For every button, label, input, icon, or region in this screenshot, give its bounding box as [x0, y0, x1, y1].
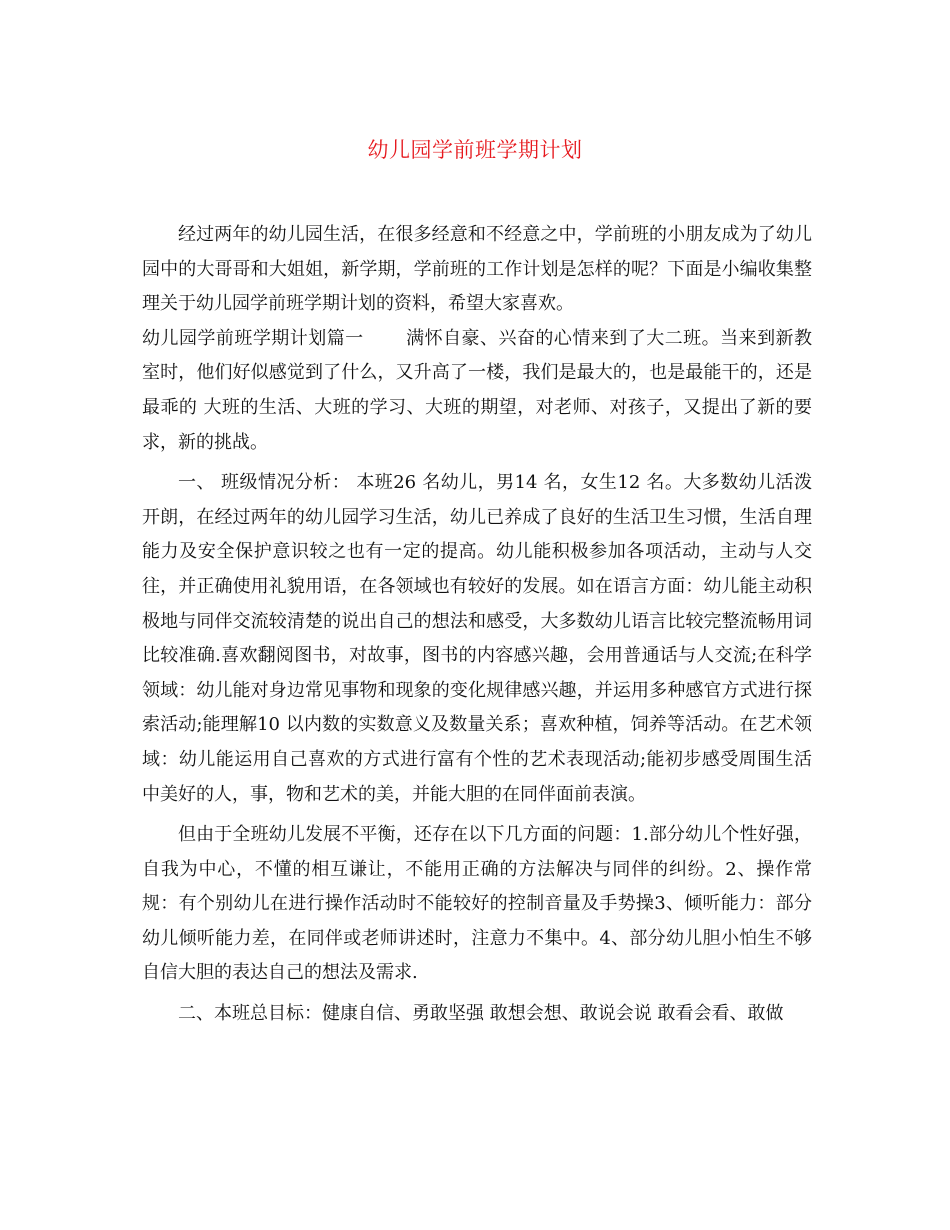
- section-paragraph: [142, 322, 812, 460]
- document-title: 幼儿园学前班学期计划: [367, 138, 583, 162]
- goals-paragraph: 二、本班总目标：健康自信、勇敢坚强 敢想会想、敢说会说 敢看会看、敢做: [178, 1003, 784, 1025]
- section-text: 满怀自豪、兴奋的心情来到了大二班。当来到新教室时，他们好似感觉到了什么，又升高了一楼，我们是最大的，也是最能干的，还是最乖的 大班的生活、大班的学习、大班的期望，对老师、对孩子，又提出了新的要求，新的挑战。: [142, 327, 813, 453]
- document-body: [142, 218, 812, 1032]
- intro-paragraph: 经过两年的幼儿园生活，在很多经意和不经意之中，学前班的小朋友成为了幼儿园中的大哥哥和大姐姐，新学期，学前班的工作计划是怎样的呢？下面是小编收集整理关于幼儿园学前班学期计划的资料，希望大家喜欢。: [142, 224, 812, 315]
- class-analysis-paragraph: 一、 班级情况分析： 本班26 名幼儿，男14 名，女生12 名。大多数幼儿活泼开朗，在经过两年的幼儿园学习生活，幼儿已养成了良好的生活卫生习惯，生活自理能力及安全保护意识较之也有一定的提高。幼儿能积极参加各项活动，主动与人交往，并正确使用礼貌用语，在各领域也有较好的发展。如在语言方面：幼儿能主动积极地与同伴交流较清楚的说出自己的想法和感受，大多数幼儿语言比较完整流畅用词比较准确.喜欢翻阅图书，对故事，图书的内容感兴趣，会用普通话与人交流;在科学领域：幼儿能对身边常见事物和现象的变化规律感兴趣，并运用多种感官方式进行探索活动;能理解10 以内数的实数意义及数量关系；喜欢种植，饲养等活动。在艺术领域：幼儿能运用自己喜欢的方式进行富有个性的艺术表现活动;能初步感受周围生活中美好的人，事，物和艺术的美，并能大胆的在同伴面前表演。: [142, 472, 812, 805]
- section-heading: 幼儿园学前班学期计划篇一: [142, 327, 364, 349]
- problems-paragraph: 但由于全班幼儿发展不平衡，还存在以下几方面的问题：1.部分幼儿个性好强，自我为中心，不懂的相互谦让，不能用正确的方法解决与同伴的纠纷。2、操作常规：有个别幼儿在进行操作活动时不能较好的控制音量及手势操3、倾听能力：部分幼儿倾听能力差，在同伴或老师讲述时，注意力不集中。4、部分幼儿胆小怕生不够自信大胆的表达自己的想法及需求.: [142, 824, 812, 984]
